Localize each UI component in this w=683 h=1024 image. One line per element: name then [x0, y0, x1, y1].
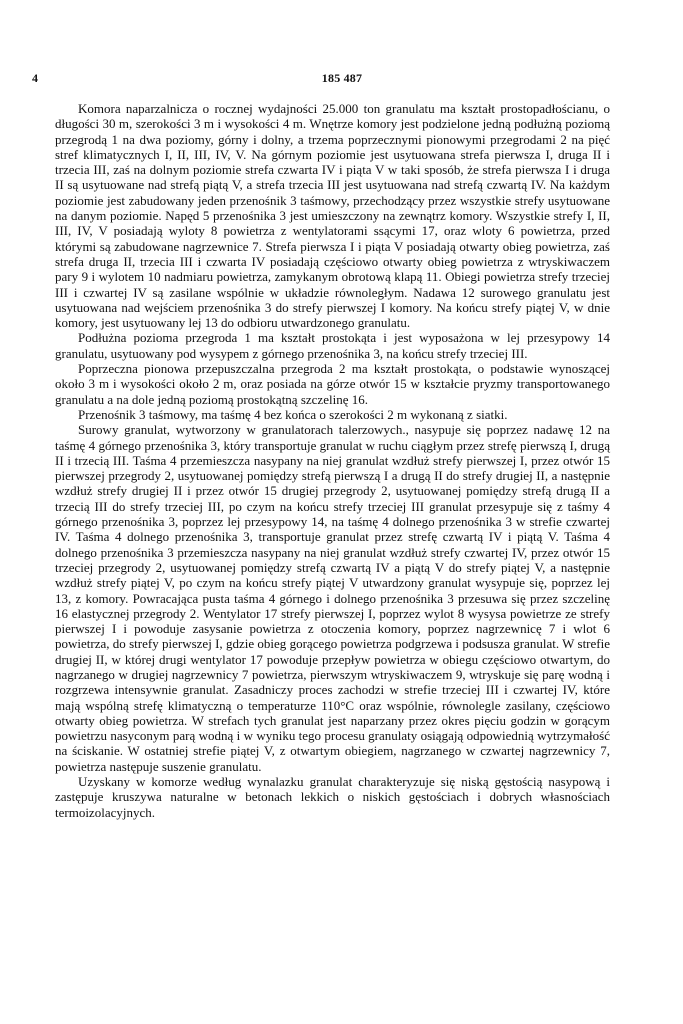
paragraph: Przenośnik 3 taśmowy, ma taśmę 4 bez końca o szerokości 2 m wykonaną z siatki.: [78, 406, 508, 422]
paragraph: Poprzeczna pionowa przepuszczalna przegroda 2 ma kształt prostokąta, o podstawie wynoszącej około 3 m i wysokości około 2 m, oraz posiada na górze otwór 15 w kształcie pryzmy transportowanego granulatu a na dole jedną poziomą prostokątną szczelinę 16.: [55, 361, 610, 407]
page-number: 4: [32, 71, 38, 85]
paragraph: Komora naparzalnicza o rocznej wydajności 25.000 ton granulatu ma kształt prostopadłościanu, o długości 30 m, szerokości 3 m i wysokości 4 m. Wnętrze komory jest podzielone jedną podłużną poziomą przegrodą 1 na dwa poziomy, górny i dolny, a trzema poprzecznymi pionowymi przegrodami 2 na pięć stref klimatycznych I, II, III, IV, V. Na górnym poziomie jest usytuowana strefa pierwsza I, druga II i trzecia III, zaś na dolnym poziomie strefa czwarta IV i piąta V w taki sposób, że strefa pierwsza I i druga II są usytuowane nad strefą piątą V, a strefa trzecia III jest usytuowana nad strefą czwartą IV. Na każdym poziomie jest zabudowany jeden przenośnik 3 taśmowy, przechodzący przez wszystkie strefy usytuowane na danym poziomie. Napęd 5 przenośnika 3 jest umieszczony na zewnątrz komory. Wszystkie strefy I, II, III, IV, V posiadają wyloty 8 powietrza z wentylatorami ssącymi 17, oraz wloty 6 powietrza, przed którymi są zabudowane nagrzewnice 7. Strefa pierwsza I i piąta V posiadają otwarty obieg powietrza, zaś strefa druga II, trzecia III i czwarta IV posiadają częściowo otwarty obieg powietrza z wtryskiwaczem pary 9 i wylotem 10 nadmiaru powietrza, zamykanym obrotową klapą 11. Obiegi powietrza strefy trzeciej III i czwartej IV są zasilane wspólnie w układzie równoległym. Nadawa 12 surowego granulatu jest usytuowana nad wejściem przenośnika 3 do strefy pierwszej I komory. Na końcu strefy piątej V, w dnie komory, jest usytuowany lej 13 do odbioru utwardzonego granulatu.: [55, 101, 610, 331]
paragraph: Uzyskany w komorze według wynalazku granulat charakteryzuje się niską gęstością nasypową i zastępuje kruszywa naturalne w betonach lekkich o niskich gęstościach i dobrych własnościach termoizolacyjnych.: [55, 774, 610, 820]
paragraph: Podłużna pozioma przegroda 1 ma kształt prostokąta i jest wyposażona w lej przesypowy 14 granulatu, usytuowany pod wysypem z górnego przenośnika 3, na końcu strefy trzeciej III.: [55, 330, 610, 361]
paragraph: Surowy granulat, wytworzony w granulatorach talerzowych., nasypuje się poprzez nadawę 12 na taśmę 4 górnego przenośnika 3, który transportuje granulat w ruchu ciągłym przez strefę pierwszą I, drugą II i trzecią III. Taśma 4 przemieszcza nasypany na niej granulat wzdłuż strefy pierwszej I, przez otwór 15 pierwszej przegrody 2, usytuowanej pomiędzy strefą pierwszą I a drugą II do strefy drugiej II, a następnie wzdłuż strefy drugiej II i przez otwór 15 drugiej przegrody 2, usytuowanej pomiędzy strefą drugą II a trzecią III do strefy trzeciej III, po czym na końcu strefy trzeciej III granulat przesypuje się z taśmy 4 górnego przenośnika 3, poprzez lej przesypowy 14, na taśmę 4 dolnego przenośnika 3 w strefie czwartej IV. Taśma 4 dolnego przenośnika 3, transportuje granulat przez strefę czwartą IV i piątą V. Taśma 4 dolnego przenośnika 3 przemieszcza nasypany na niej granulat wzdłuż strefy czwartej IV, przez otwór 15 trzeciej przegrody 2, usytuowanej pomiędzy strefą czwartą IV a piątą V do strefy piątej V, a następnie wzdłuż strefy piątej V, po czym na końcu strefy piątej V utwardzony granulat wysypuje się, poprzez lej 13, z komory. Powracająca pusta taśma 4 górnego i dolnego przenośnika 3 przesuwa się przez szczelinę 16 elastycznej przegrody 2. Wentylator 17 strefy pierwszej I, poprzez wylot 8 wysysa powietrze ze strefy pierwszej I i powoduje zasysanie powietrza z otoczenia komory, poprzez nagrzewnicę 7 i wlot 6 powietrza, do strefy pierwszej I, gdzie obieg gorącego powietrza podgrzewa i podsusza granulat. W strefie drugiej II, w której drugi wentylator 17 powoduje przepływ powietrza w obiegu częściowo otwartym, do nagrzanego w drugiej nagrzewnicy 7 powietrza, pierwszym wtryskiwaczem 9, wtryskuje się parę wodną i rozgrzewa intensywnie granulat. Zasadniczy proces zachodzi w strefie trzeciej III i czwartej IV, które mają wspólną strefę klimatyczną o temperaturze 110°C oraz wspólnie, równolegle zasilany, częściowo otwarty obieg powietrza. W strefach tych granulat jest naparzany przez okres pięciu godzin w gorącym powietrzu nasyconym parą wodną i w wyniku tego procesu granulaty osiągają odpowiednią wytrzymałość na ściskanie. W ostatniej strefie piątej V, z otwartym obiegiem, nagrzanego w czwartej nagrzewnicy 7, powietrza następuje suszenie granulatu.: [55, 422, 610, 774]
document-body: [55, 101, 610, 820]
document-number: 185 487: [321, 71, 363, 85]
page-header: [32, 70, 652, 88]
